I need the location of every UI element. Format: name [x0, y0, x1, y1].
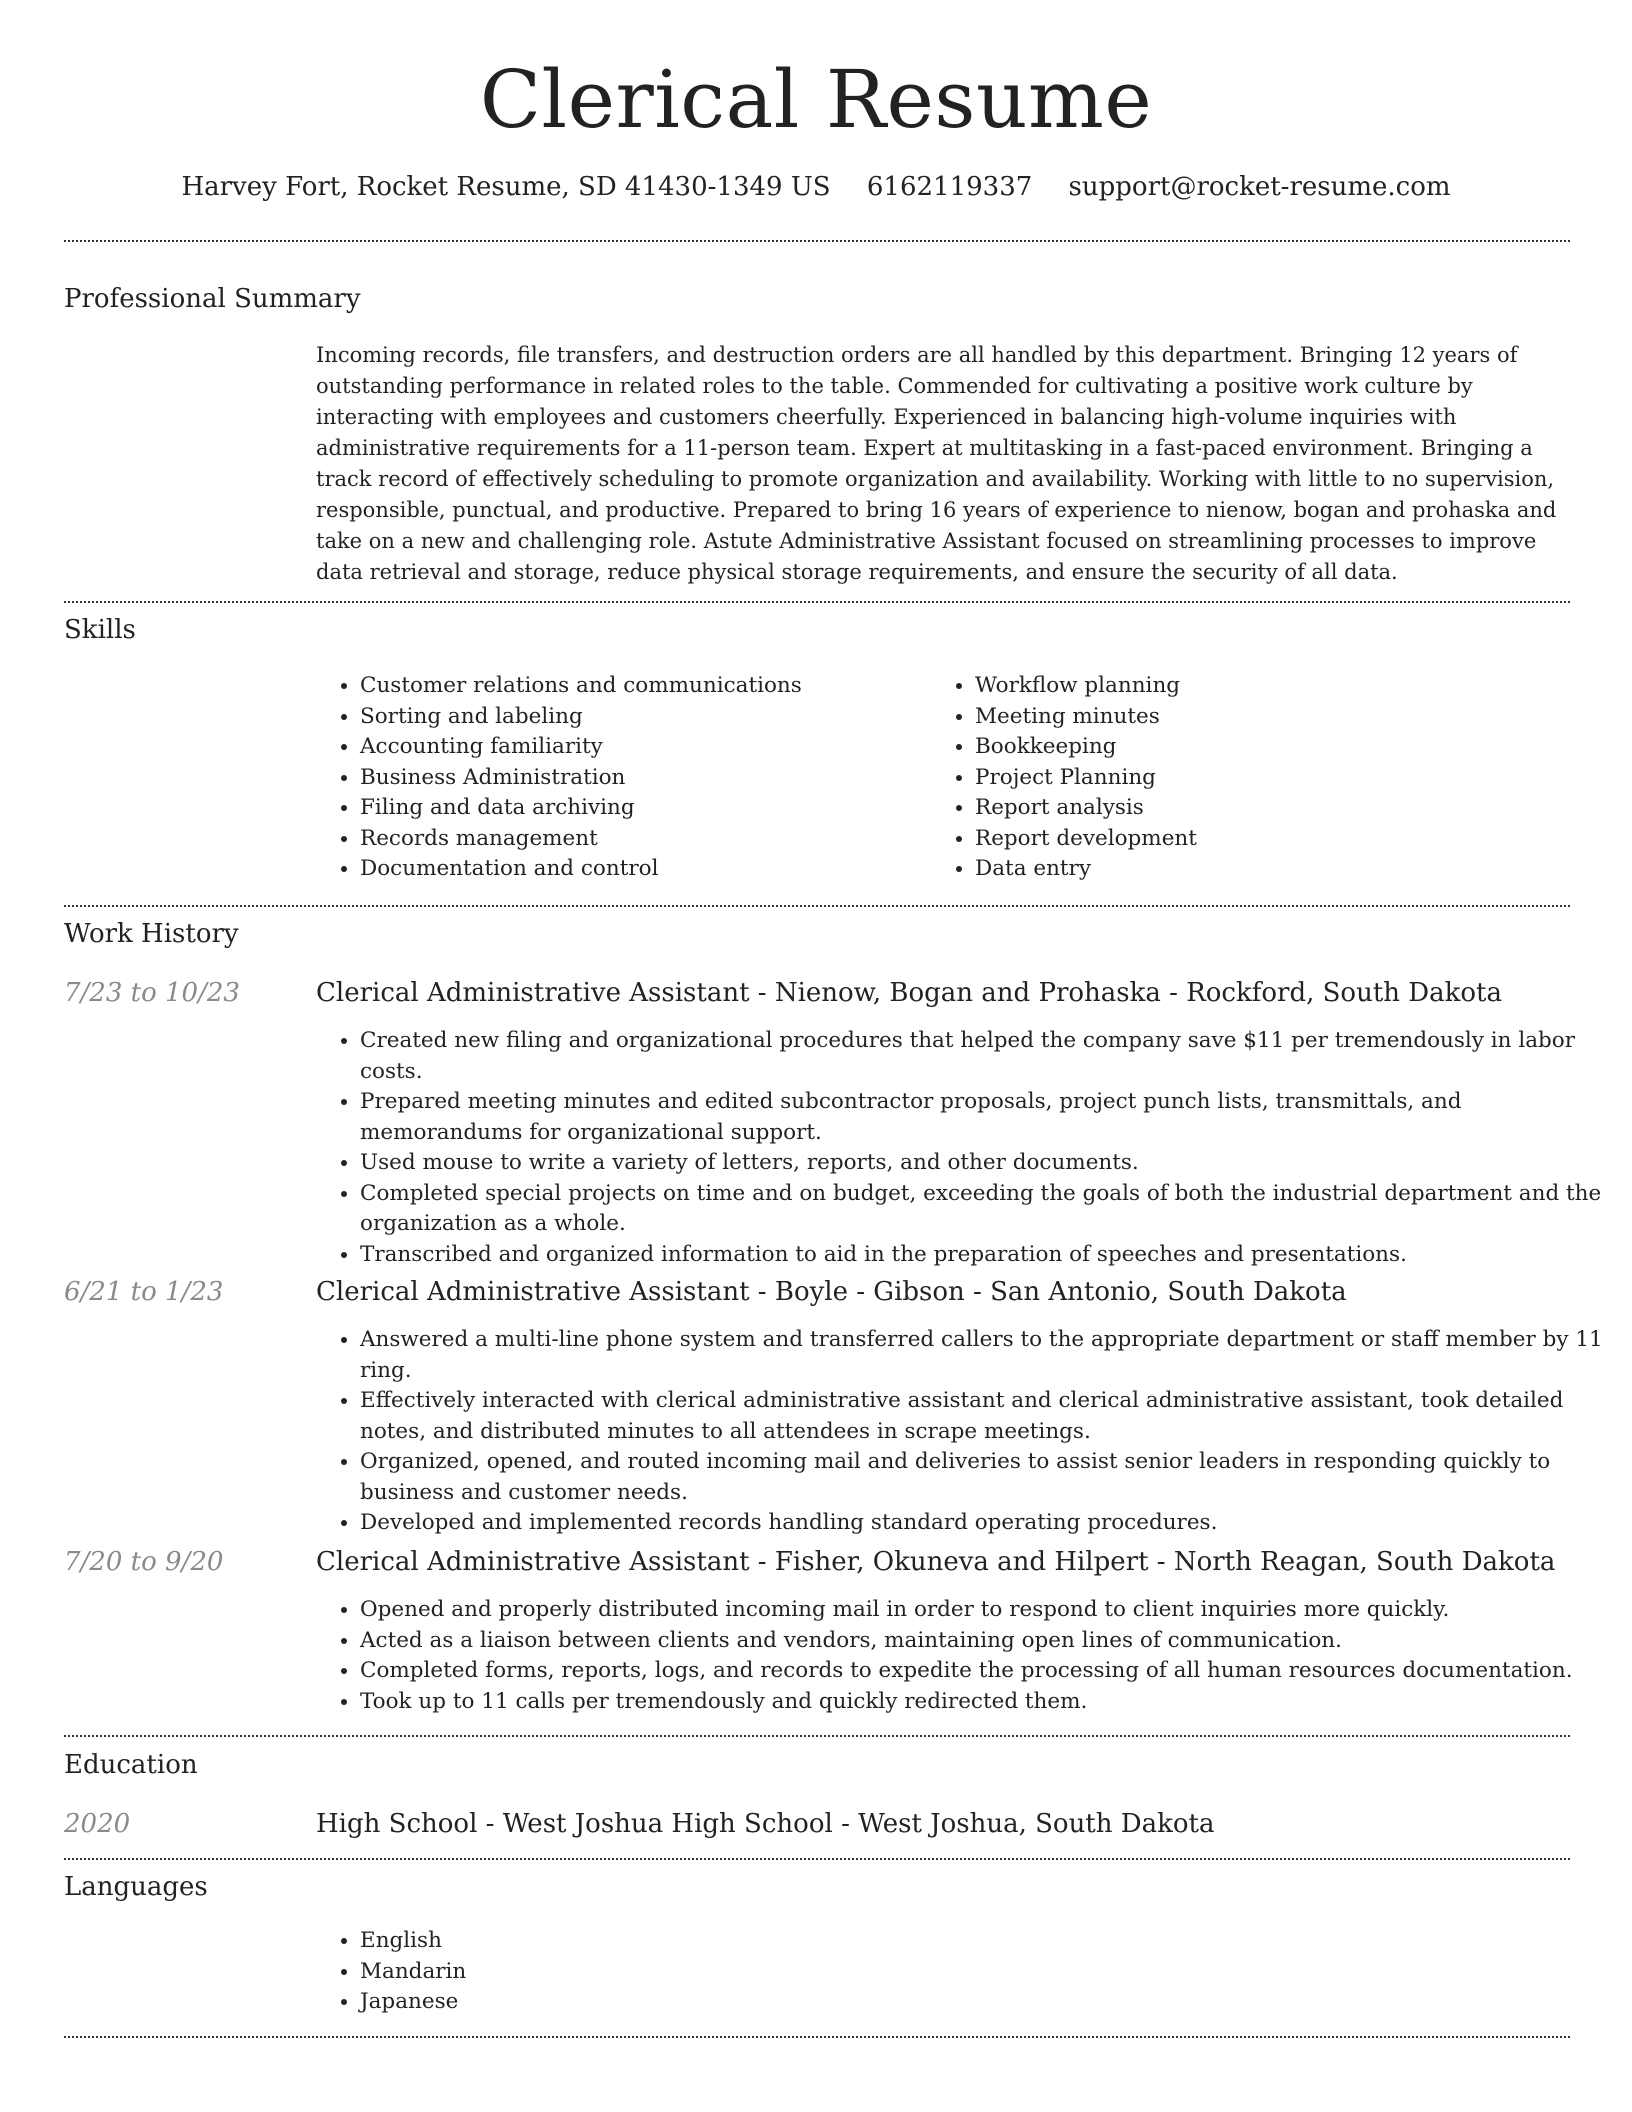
- job-bullet: • Organized, opened, and routed incoming mail and deliveries to assist senior leaders in responding quickly to business and customer needs.: [360, 1447, 1614, 1508]
- job-bullet: • Developed and implemented records handling standard operating procedures.: [360, 1508, 1614, 1539]
- language-item: • Mandarin: [360, 1957, 960, 1988]
- divider: [64, 1858, 1570, 1860]
- skill-item: • Project Planning: [975, 763, 1535, 794]
- skill-item: • Business Administration: [360, 763, 920, 794]
- skill-item: • Report analysis: [975, 793, 1535, 824]
- languages-list: [316, 1926, 960, 2018]
- job-bullet: • Effectively interacted with clerical administrative assistant and clerical administrative assistant, took detailed notes, and distributed minutes to all attendees in scrape meetings.: [360, 1386, 1614, 1447]
- divider: [64, 2036, 1570, 2038]
- job-bullet: • Created new filing and organizational procedures that helped the company save $11 per tremendously in labor costs.: [360, 1026, 1614, 1087]
- job-dates: 7/23 to 10/23: [64, 978, 240, 1008]
- section-title-education: Education: [64, 1750, 198, 1780]
- skills-list-right: [931, 671, 1535, 885]
- job-dates: 6/21 to 1/23: [64, 1277, 224, 1307]
- divider: [64, 1735, 1570, 1737]
- section-title-summary: Professional Summary: [64, 284, 361, 314]
- skill-item: • Accounting familiarity: [360, 732, 920, 763]
- skill-item: • Report development: [975, 824, 1535, 855]
- divider: [64, 905, 1570, 907]
- contact-phone[interactable]: 6162119337: [866, 172, 1033, 202]
- job-bullets: [316, 1325, 1614, 1539]
- education-entry: High School - West Joshua High School - West Joshua, South Dakota: [316, 1809, 1215, 1839]
- contact-line: [0, 170, 1632, 204]
- job-bullets: [316, 1595, 1614, 1717]
- job-bullets: [316, 1026, 1614, 1270]
- job-bullet: • Completed forms, reports, logs, and records to expedite the processing of all human resources documentation.: [360, 1656, 1614, 1687]
- job-bullet: • Took up to 11 calls per tremendously and quickly redirected them.: [360, 1687, 1614, 1718]
- job-bullet: • Prepared meeting minutes and edited subcontractor proposals, project punch lists, transmittals, and memorandums for organizational support.: [360, 1087, 1614, 1148]
- skill-item: • Workflow planning: [975, 671, 1535, 702]
- divider: [64, 240, 1570, 242]
- language-item: • English: [360, 1926, 960, 1957]
- divider: [64, 601, 1570, 603]
- education-year: 2020: [64, 1809, 131, 1839]
- section-title-skills: Skills: [64, 615, 136, 645]
- skill-item: • Records management: [360, 824, 920, 855]
- language-item: • Japanese: [360, 1987, 960, 2018]
- job-bullet: • Answered a multi-line phone system and transferred callers to the appropriate department or staff member by 11 ring.: [360, 1325, 1614, 1386]
- job-dates: 7/20 to 9/20: [64, 1547, 224, 1577]
- job-title: Clerical Administrative Assistant - Fisher, Okuneva and Hilpert - North Reagan, South Dakota: [316, 1547, 1556, 1577]
- skill-item: • Data entry: [975, 854, 1535, 885]
- skill-item: • Sorting and labeling: [360, 702, 920, 733]
- job-title: Clerical Administrative Assistant - Boyle - Gibson - San Antonio, South Dakota: [316, 1277, 1347, 1307]
- section-title-languages: Languages: [64, 1872, 208, 1902]
- skill-item: • Meeting minutes: [975, 702, 1535, 733]
- skill-item: • Bookkeeping: [975, 732, 1535, 763]
- resume-title: Clerical Resume: [479, 53, 1153, 146]
- contact-address: Harvey Fort, Rocket Resume, SD 41430-1349 US: [181, 172, 831, 202]
- job-bullet: • Opened and properly distributed incoming mail in order to respond to client inquiries more quickly.: [360, 1595, 1614, 1626]
- summary-text: Incoming records, file transfers, and destruction orders are all handled by this department. Bringing 12 years of outstanding performance in related roles to the table. Commended for cultivating a positive work culture by interacting with employees and customers cheerfully. Experienced in balancing high-volume inquiries with administrative requirements for a 11-person team. Expert at multitasking in a fast-paced environment. Bringing a track record of effectively scheduling to promote organization and availability. Working with little to no supervision, responsible, punctual, and productive. Prepared to bring 16 years of experience to nienow, bogan and prohaska and take on a new and challenging role. Astute Administrative Assistant focused on streamlining processes to improve data retrieval and storage, reduce physical storage requirements, and ensure the security of all data.: [316, 343, 1557, 584]
- skill-item: • Filing and data archiving: [360, 793, 920, 824]
- section-title-work: Work History: [64, 919, 239, 949]
- job-bullet: • Transcribed and organized information to aid in the preparation of speeches and presentations.: [360, 1240, 1614, 1271]
- job-bullet: • Acted as a liaison between clients and vendors, maintaining open lines of communication.: [360, 1626, 1614, 1657]
- job-bullet: • Used mouse to write a variety of letters, reports, and other documents.: [360, 1148, 1614, 1179]
- skill-item: • Customer relations and communications: [360, 671, 920, 702]
- contact-email[interactable]: support@rocket-resume.com: [1068, 172, 1451, 202]
- job-title: Clerical Administrative Assistant - Nienow, Bogan and Prohaska - Rockford, South Dakota: [316, 978, 1502, 1008]
- skills-list-left: [316, 671, 920, 885]
- skill-item: • Documentation and control: [360, 854, 920, 885]
- job-bullet: • Completed special projects on time and on budget, exceeding the goals of both the industrial department and the organization as a whole.: [360, 1179, 1614, 1240]
